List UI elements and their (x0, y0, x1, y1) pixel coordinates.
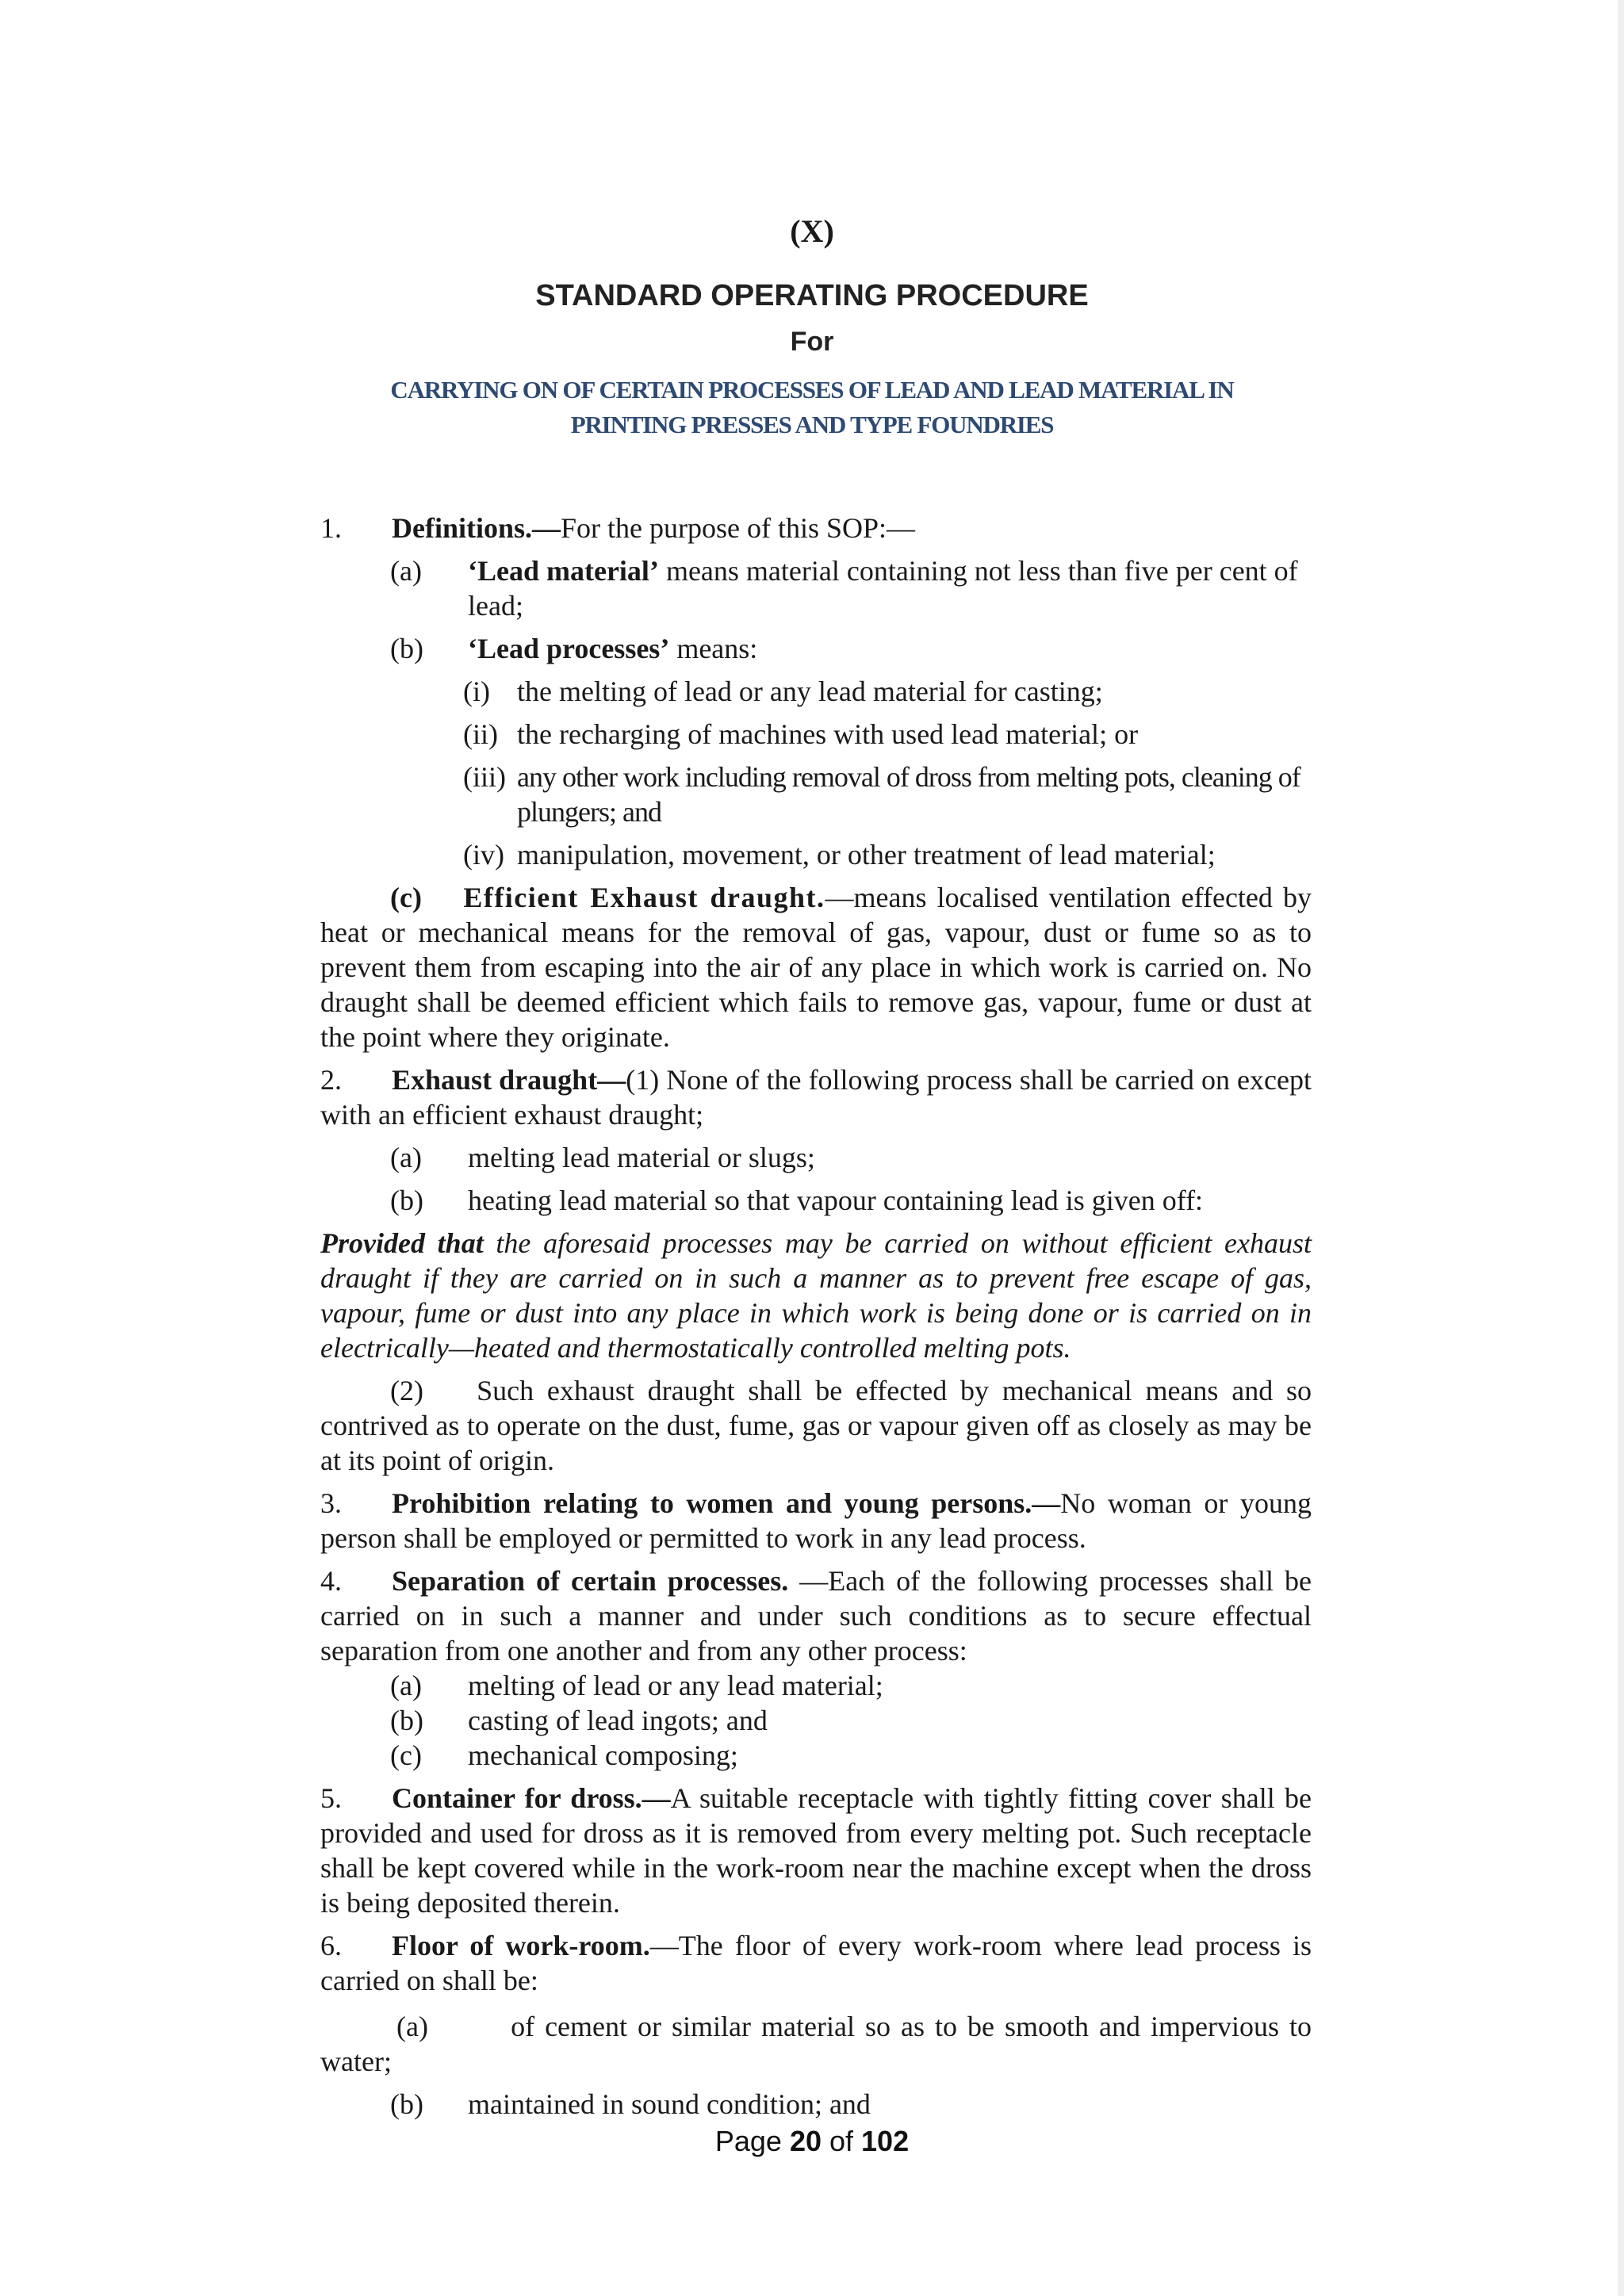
sop-number: (X) (790, 213, 834, 249)
defined-term: ‘Lead processes’ (468, 633, 670, 664)
clause-label: (a) (390, 1670, 422, 1701)
section-4-item-c (320, 1738, 1312, 1773)
proviso (320, 1226, 1312, 1365)
definition-text: means material containing not less than five per cent of lead; (468, 555, 1298, 622)
section-number: 6. (320, 1930, 342, 1961)
clause-text: casting of lead ingots; and (468, 1705, 768, 1736)
page-total: 102 (861, 2125, 910, 2157)
subclause-text: the melting of lead or any lead material for casting; (517, 675, 1103, 707)
proviso-lead: Provided that (320, 1227, 484, 1259)
section-number: 2. (320, 1064, 342, 1096)
clause-text: melting of lead or any lead material; (468, 1670, 883, 1701)
section-number: 1. (320, 512, 342, 544)
clause-label: (b) (390, 633, 423, 664)
section-heading: Floor of work-room. (392, 1930, 650, 1961)
clause-label: (b) (390, 2088, 423, 2120)
section-text: A suitable receptacle with tightly fitting cover shall be provided and used for dross as it is removed from every melting pot. Such receptacle shall be kept covered while in the work-room near the machine except when the dross is being deposited therein. (320, 1782, 1312, 1919)
sop-subject-line-2: PRINTING PRESSES AND TYPE FOUNDRIES (570, 411, 1054, 438)
section-heading: Container for dross.— (392, 1782, 671, 1814)
subsection-label: (2) (390, 1375, 423, 1406)
subclause-label: (iii) (463, 761, 506, 793)
section-6-item-a (320, 2009, 1312, 2079)
subsection-text: Such exhaust draught shall be effected by mechanical means and so contrived as to operate on the dust, fume, gas or vapour given off as closely as may be at its point of origin. (320, 1375, 1312, 1476)
clause-label: (a) (390, 555, 422, 587)
clause-text: of cement or similar material so as to be smooth and impervious to water; (320, 2011, 1312, 2077)
section-text: —Each of the following processes shall be carried on in such a manner and under such conditions as to secure effectual separation from one another and from any other process: (320, 1565, 1312, 1667)
clause-label: (c) (390, 1739, 422, 1771)
section-6-item-b (320, 2087, 1312, 2122)
lead-process-i (320, 674, 1312, 709)
section-5 (320, 1781, 1312, 1920)
subclause-text: any other work including removal of dross from melting pots, cleaning of plungers; and (517, 761, 1300, 828)
document-body (320, 511, 1312, 2130)
subclause-label: (i) (463, 675, 490, 707)
section-text: For the purpose of this SOP:— (561, 512, 916, 544)
subclause-label: (ii) (463, 718, 498, 750)
clause-text: melting lead material or slugs; (468, 1142, 815, 1173)
section-number: 5. (320, 1782, 342, 1814)
section-heading: Prohibition relating to women and young persons.— (392, 1487, 1061, 1519)
section-6 (320, 1928, 1312, 1998)
defined-term: Efficient Exhaust draught. (463, 882, 825, 913)
section-heading: Definitions.— (392, 512, 561, 544)
lead-process-ii (320, 717, 1312, 752)
clause-label: (b) (390, 1184, 423, 1216)
definition-text: —means localised ventilation effected by heat or mechanical means for the removal of gas, vapour, dust or fume so as to prevent them from escaping into the air of any place in which work is carried on. No draught shall be deemed efficient which fails to remove gas, vapour, fume or dust at the point where they originate. (320, 882, 1312, 1053)
section-2 (320, 1062, 1312, 1132)
definition-b (320, 631, 1312, 666)
section-text: (1) None of the following process shall be carried on except with an efficient exhaust draught; (320, 1064, 1312, 1131)
section-2-subsection-2 (320, 1373, 1312, 1478)
section-text: No woman or young person shall be employed or permitted to work in any lead process. (320, 1487, 1312, 1554)
section-4 (320, 1563, 1312, 1668)
sop-for: For (790, 327, 834, 357)
section-1 (320, 511, 1312, 545)
clause-text: maintained in sound condition; and (468, 2088, 871, 2120)
proviso-text: the aforesaid processes may be carried on without efficient exhaust draught if they are carried on in such a manner as to prevent free escape of gas, vapour, fume or dust into any place in which work is being done or is carried on in electrically—heated and thermostatically controlled melting pots. (320, 1227, 1312, 1364)
definition-a (320, 553, 1312, 623)
page-footer (0, 2125, 1624, 2158)
clause-label: (c) (390, 882, 422, 913)
section-2-item-b (320, 1183, 1312, 1218)
clause-label: (a) (396, 2011, 428, 2042)
section-4-item-b (320, 1703, 1312, 1738)
sop-subject (0, 373, 1624, 442)
clause-label: (a) (390, 1142, 422, 1173)
subclause-label: (iv) (463, 839, 504, 871)
defined-term: ‘Lead material’ (468, 555, 659, 587)
section-heading: Exhaust draught— (392, 1064, 626, 1096)
page-prefix: Page (714, 2125, 790, 2157)
section-2-item-a (320, 1140, 1312, 1175)
section-number: 3. (320, 1487, 342, 1519)
subclause-text: the recharging of machines with used lead material; or (517, 718, 1139, 750)
lead-process-iv (320, 837, 1312, 872)
clause-text: mechanical composing; (468, 1739, 738, 1771)
section-text: —The floor of every work-room where lead process is carried on shall be: (320, 1930, 1312, 1996)
clause-label: (b) (390, 1705, 423, 1736)
definition-text: means: (669, 633, 758, 664)
section-3 (320, 1486, 1312, 1556)
section-heading: Separation of certain processes. (392, 1565, 789, 1597)
lead-process-iii (320, 760, 1312, 829)
definition-c (320, 880, 1312, 1054)
section-4-item-a (320, 1668, 1312, 1703)
section-number: 4. (320, 1565, 342, 1597)
subclause-text: manipulation, movement, or other treatment of lead material; (517, 839, 1216, 871)
page-of: of (822, 2125, 862, 2157)
sop-title: STANDARD OPERATING PROCEDURE (535, 279, 1089, 312)
page-current: 20 (789, 2125, 822, 2157)
sop-subject-line-1: CARRYING ON OF CERTAIN PROCESSES OF LEAD AND LEAD MATERIAL IN (390, 376, 1234, 404)
clause-text: heating lead material so that vapour containing lead is given off: (468, 1184, 1204, 1216)
